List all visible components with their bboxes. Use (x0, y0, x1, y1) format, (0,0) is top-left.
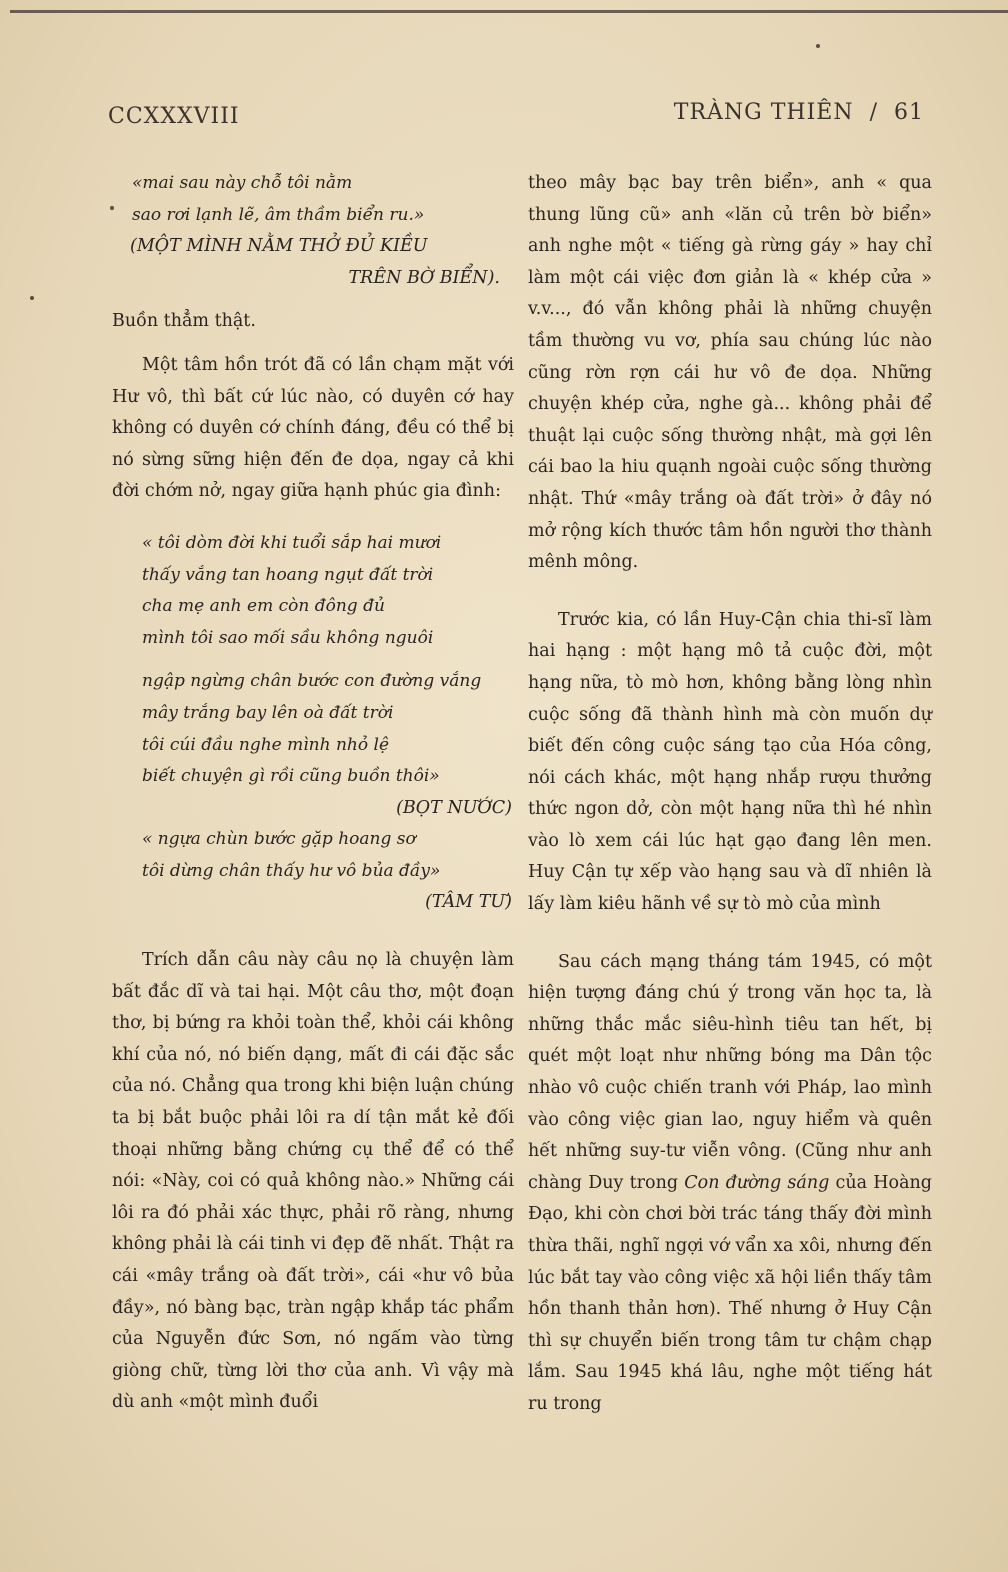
verse-line: « ngựa chùn bước gặp hoang sơ (142, 829, 416, 850)
paragraph: Buồn thẳm thật. (112, 311, 256, 332)
running-title-text: TRÀNG THIÊN (673, 100, 854, 125)
verse-line: « tôi dòm đời khi tuổi sắp hai mươi (142, 532, 442, 553)
top-rule (10, 10, 1008, 13)
paragraph-text: Sau cách mạng tháng tám 1945, có một hiện tượng đáng chú ý trong văn học ta, là những thắc mắc siêu-hình tiêu tan hết, bị quét một loạt như những bóng ma Dân tộc nhào vô cuộc chiến tranh với Pháp, lao mình vào công việc gian lao, nguy hiểm và quên hết những suy-tư viễn vông. (Cũng như anh chàng Duy trong (528, 951, 932, 1193)
left-column (112, 168, 514, 1419)
paragraph: Trước kia, có lần Huy-Cận chia thi-sĩ làm hai hạng : một hạng mô tả cuộc đời, một hạng nữa, tò mò hơn, không bằng lòng nhìn cuộc sống đã thành hình mà còn muốn dự biết đến công cuộc sáng tạo của Hóa công, nói cách khác, một hạng nhắp rượu thưởng thức ngon dở, còn một hạng nữa thì hé nhìn vào lò xem cái lúc hạt gạo đang lên men. Huy Cận tự xếp vào hạng sau và dĩ nhiên là lấy làm kiêu hãnh về sự tò mò của mình (528, 609, 932, 915)
paragraph-text: của Hoàng Đạo, khi còn chơi bời trác táng thấy đời mình thừa thãi, nghĩ ngợi vớ vẩn xa xôi, nhưng đến lúc bắt tay vào công việc xã hội liền thấy tâm hồn thanh thản hơn). Thế nhưng ở Huy Cận thì sự chuyển biến trong tâm tư chậm chạp lắm. Sau 1945 khá lâu, nghe một tiếng hát ru trong (528, 1172, 932, 1414)
ink-speck (30, 296, 34, 300)
verse-line: «mai sau này chỗ tôi nằm (132, 173, 353, 193)
book-title: Con đường sáng (684, 1172, 830, 1193)
running-title (674, 100, 924, 125)
header-separator: / (869, 100, 878, 125)
paragraph (528, 947, 932, 1421)
right-column (528, 168, 932, 1421)
verse-line: sao rơi lạnh lẽ, âm thầm biển ru.» (132, 204, 425, 225)
page-header (108, 100, 924, 134)
ink-speck (110, 206, 114, 210)
paragraph: Trích dẫn câu này câu nọ là chuyện làm bất đắc dĩ và tai hại. Một câu thơ, một đoạn thơ, bị bứng ra khỏi toàn thể, khỏi cái không khí của nó, nó biến dạng, mất đi cái đặc sắc của nó. Chẳng qua trong khi biện luận chúng ta bị bắt buộc phải lôi ra dí tận mắt kẻ đối thoại những bằng chứng cụ thể để có thể nói: «Này, coi có quả không nào.» Những cái lôi ra đó phải xác thực, phải rõ ràng, nhưng không phải là cái tinh vi đẹp đẽ nhất. Thật ra cái «mây trắng oà đất trời», cái «hư vô bủa đầy», nó bàng bạc, tràn ngập khắp tác phẩm của Nguyễn đức Sơn, nó ngấm vào từng giòng chữ, từng lời thơ của anh. Vì vậy mà dù anh «một mình đuổi (112, 950, 514, 1413)
page-number: 61 (894, 100, 924, 125)
verse-source: (TÂM TƯ) (425, 892, 512, 913)
chapter-number: CCXXXVIII (108, 104, 240, 129)
verse-line: thấy vắng tan hoang ngụt đất trời (142, 564, 434, 585)
verse-source: (BỌT NƯỚC) (396, 797, 512, 818)
verse-line: cha mẹ anh em còn đông đủ (142, 596, 385, 617)
paragraph: Một tâm hồn trót đã có lần chạm mặt với Hư vô, thì bất cứ lúc nào, có duyên cớ hay không có duyên cớ chính đáng, đều có thể bị nó sừng sững hiện đến đe dọa, ngay cả khi đời chớm nở, ngay giữa hạnh phúc gia đình: (112, 354, 514, 502)
verse-line: mây trắng bay lên oà đất trời (142, 702, 394, 723)
verse-source: TRÊN BỜ BIỂN). (348, 267, 500, 288)
paragraph: theo mây bạc bay trên biển», anh « qua thung lũng cũ» anh «lăn củ trên bờ biển» anh nghe một « tiếng gà rừng gáy » hay chỉ làm một cái việc đơn giản là « khép cửa » v.v..., đó vẫn không phải là những chuyện tầm thường vu vơ, phía sau chúng lúc nào cũng rờn rợn cái hư vô đe dọa. Những chuyện khép cửa, nghe gà... không phải để thuật lại cuộc sống thường nhật, mà gợi lên cái bao la hiu quạnh ngoài cuộc sống thường nhật. Thứ «mây trắng oà đất trời» ở đây nó mở rộng kích thước tâm hồn người thơ thành mênh mông. (528, 173, 932, 573)
verse-line: ngập ngừng chân bước con đường vắng (142, 671, 482, 692)
verse-line: mình tôi sao mối sầu không nguôi (142, 627, 434, 648)
verse-source: (MỘT MÌNH NẰM THỞ ĐỦ KIỀU (130, 236, 428, 257)
verse-line: tôi dừng chân thấy hư vô bủa đầy» (142, 860, 441, 881)
ink-speck (816, 44, 820, 48)
verse-line: biết chuyện gì rồi cũng buồn thôi» (142, 766, 440, 787)
verse-line: tôi cúi đầu nghe mình nhỏ lệ (142, 734, 390, 755)
